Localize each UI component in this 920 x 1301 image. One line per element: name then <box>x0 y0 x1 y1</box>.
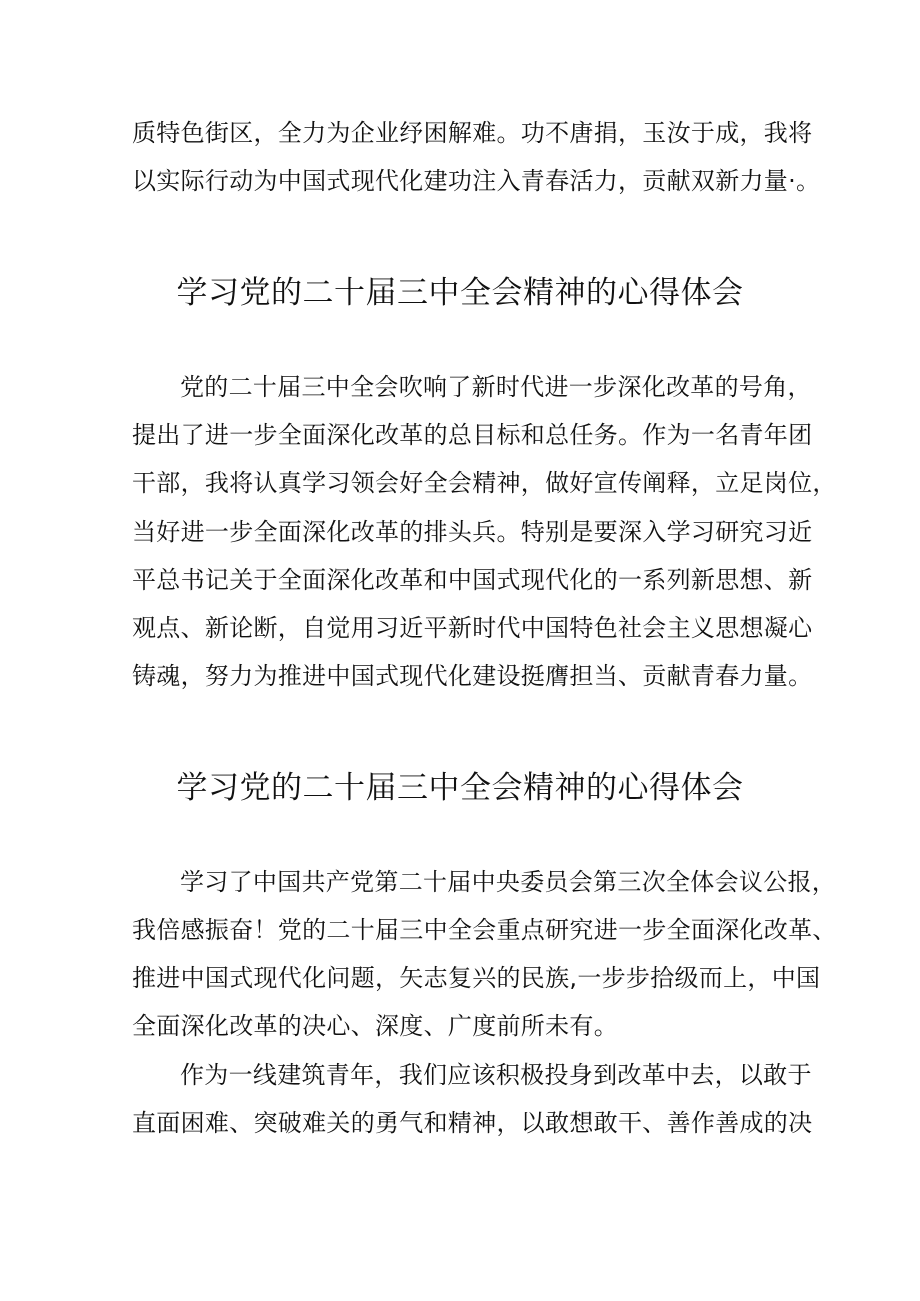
section-1-line-4: 当好进一步全面深化改革的排头兵。特别是要深入学习研究习近 <box>132 518 813 546</box>
intro-line-2: 以实际行动为中国式现代化建功注入青春活力，贡献双新力量·。 <box>132 167 821 195</box>
section-2-line-5: 作为一线建筑青年，我们应该积极投身到改革中去，以敢于 <box>180 1061 812 1089</box>
section-2-title: 学习党的二十届三中全会精神的心得体会 <box>176 770 744 806</box>
section-1-line-1: 党的二十届三中全会吹响了新时代进一步深化改革的号角， <box>180 373 812 401</box>
section-1-line-6: 观点、新论断，自觉用习近平新时代中国特色社会主义思想凝心 <box>132 614 813 642</box>
section-1-title: 学习党的二十届三中全会精神的心得体会 <box>176 275 744 311</box>
section-1-line-5: 平总书记关于全面深化改革和中国式现代化的一系列新思想、新 <box>132 566 813 594</box>
section-2-line-2: 我倍感振奋！党的二十届三中全会重点研究进一步全面深化改革、 <box>132 916 837 944</box>
section-2-line-4: 全面深化改革的决心、深度、广度前所未有。 <box>132 1012 618 1040</box>
section-2-line-3: 推进中国式现代化问题，矢志复兴的民族,一步步拾级而上，中国 <box>132 964 821 992</box>
section-2-line-6: 直面困难、突破难关的勇气和精神，以敢想敢干、善作善成的决 <box>132 1109 813 1137</box>
section-1-line-7: 铸魂，努力为推进中国式现代化建设挺膺担当、贡献青春力量。 <box>132 662 813 690</box>
intro-line-1: 质特色街区，全力为企业纾困解难。功不唐捐，玉汝于成，我将 <box>132 119 813 147</box>
section-1-line-2: 提出了进一步全面深化改革的总目标和总任务。作为一名青年团 <box>132 421 813 449</box>
section-1-line-3: 干部，我将认真学习领会好全会精神，做好宣传阐释，立足岗位， <box>132 469 837 497</box>
section-2-line-1: 学习了中国共产党第二十届中央委员会第三次全体会议公报， <box>180 868 837 896</box>
